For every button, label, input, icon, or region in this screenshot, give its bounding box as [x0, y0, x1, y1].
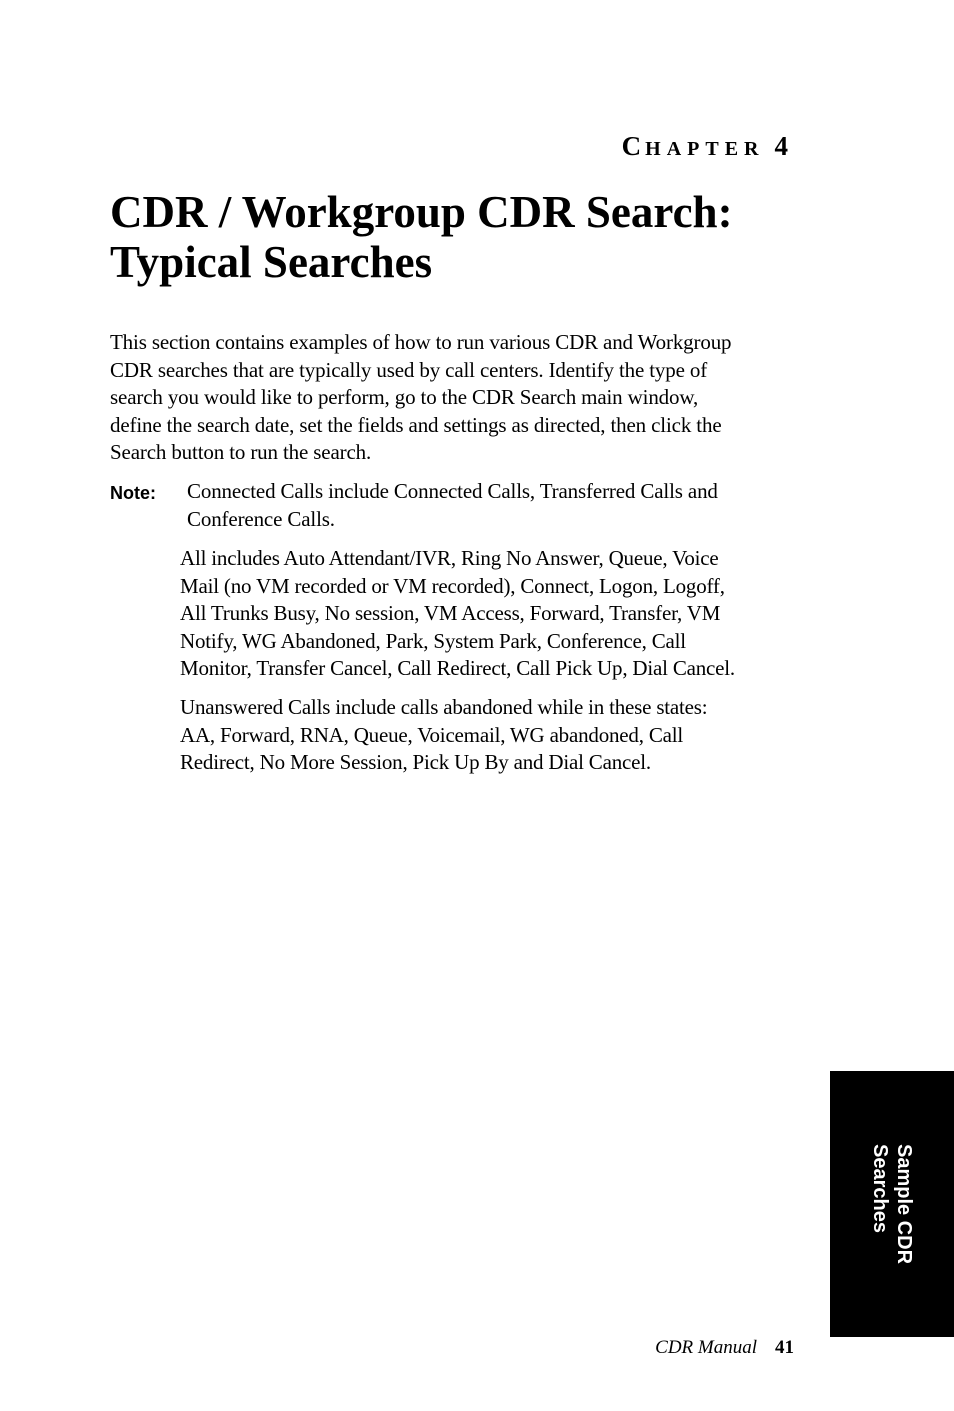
note-line: Conference Calls. — [187, 506, 335, 531]
note-paragraph-unanswered — [180, 694, 820, 777]
note-paragraph-line: Mail (no VM recorded or VM recorded), Connect, Logon, Logoff, — [180, 573, 725, 598]
chapter-heading — [622, 131, 788, 164]
note-paragraph-line: Redirect, No More Session, Pick Up By and Dial Cancel. — [180, 750, 651, 775]
page-title-line: CDR / Workgroup CDR Search: — [110, 187, 733, 237]
note-paragraph-line: All includes Auto Attendant/IVR, Ring No Answer, Queue, Voice — [180, 546, 719, 570]
side-tab-line: Sample CDR — [893, 1143, 915, 1265]
page-title — [110, 187, 810, 287]
footer-page-number: 41 — [775, 1337, 794, 1358]
note-label: Note: — [110, 483, 156, 503]
side-tab-label — [868, 1144, 916, 1264]
intro-line: CDR searches that are typically used by call centers. Identify the type of — [110, 357, 708, 382]
intro-paragraph — [110, 329, 800, 467]
intro-line: define the search date, set the fields and settings as directed, then click the — [110, 412, 722, 437]
note-paragraph-line: Unanswered Calls include calls abandoned while in these states: — [180, 695, 708, 719]
page-title-line: Typical Searches — [110, 237, 433, 287]
note-paragraph-line: All Trunks Busy, No session, VM Access, Forward, Transfer, VM — [180, 601, 721, 626]
footer-manual-title: CDR Manual — [655, 1337, 757, 1358]
note-paragraph-line: AA, Forward, RNA, Queue, Voicemail, WG abandoned, Call — [180, 722, 684, 747]
note-paragraph-line: Notify, WG Abandoned, Park, System Park, Conference, Call — [180, 628, 686, 653]
intro-line: This section contains examples of how to run various CDR and Workgroup — [110, 330, 732, 354]
chapter-first-letter: C — [621, 131, 646, 161]
note-paragraph-all-includes — [180, 545, 820, 683]
note-text — [187, 478, 807, 533]
chapter-number: 4 — [774, 131, 788, 161]
side-tab-line: Searches — [869, 1143, 891, 1233]
side-thumb-tab — [830, 1071, 954, 1337]
intro-line: search you would like to perform, go to the CDR Search main window, — [110, 385, 699, 410]
note-line: Connected Calls include Connected Calls, Transferred Calls and — [187, 479, 718, 503]
note-paragraph-line: Monitor, Transfer Cancel, Call Redirect, Call Pick Up, Dial Cancel. — [180, 656, 735, 681]
chapter-word-rest: HAPTER — [645, 138, 765, 160]
page-footer — [655, 1335, 794, 1361]
intro-line: Search button to run the search. — [110, 440, 372, 465]
